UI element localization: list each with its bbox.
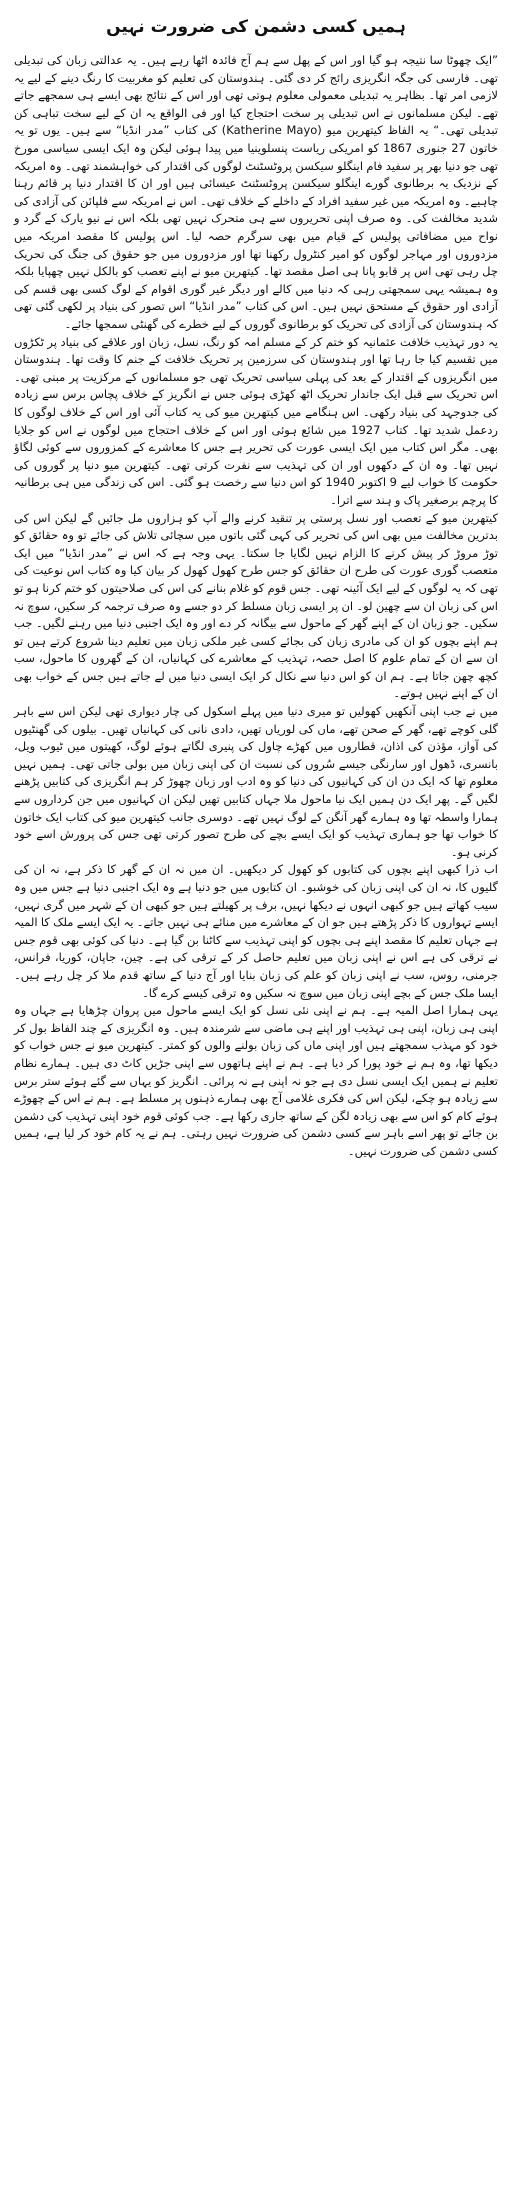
article-paragraph: کیتھرین میو کے تعصب اور نسل پرستی پر تنقید کرنے والے آپ کو ہزاروں مل جائیں گے لیکن اس کی بدترین مخالفت میں بھی اس کی تحریر کی کہی گئی باتوں میں سچائی تلاش کی جائے تو وہ حقائق کو توڑ مروڑ کر پیش کرنے کا الزام نہیں لگایا جا سکتا۔ یہی وجہ ہے کہ اس نے ”مدر انڈیا“ میں ایک متعصب گوری عورت کی طرح ان حقائق کو جس طرح کھول کھول کر بیان کیا وہ کتاب اس نوعیت کی تھی کہ یہ لوگوں کے لیے ایک آئینہ تھی۔ جس قوم کو غلام بنانے کی اس کی صلاحیتوں کو ختم کرنا ہو تو اس کی زبان ان سے چھین لو۔ ان پر ایسی زبان مسلط کر دو جسے وہ صرف ترجمہ کر سکیں، سوچ نہ سکیں۔ جو زبان ان کے اپنے گھر کے ماحول سے بیگانہ کر دے اور وہ ایک اجنبی دنیا میں رہنے لگیں۔ جب ہم اپنے بچوں کو ان کی مادری زبان کی بجائے کسی غیر ملکی زبان میں تعلیم دینا شروع کرتے ہیں تو ان سے ان کے تمام علوم کا اصل حصہ، تہذیب کے معاشرے کی کہانیاں، ان کے گھروں کا ماحول، سب کچھ چھن جاتا ہے۔ ہم ان کو اس دنیا سے نکال کر ایک ایسی دنیا میں لے جاتے ہیں جس کے خواب بھی ان کے اپنے نہیں ہوتے۔	[14, 510, 498, 701]
article-paragraph: میں نے جب اپنی آنکھیں کھولیں تو میری دنیا میں پہلے اسکول کی چار دیواری تھی لیکن اس سے باہر گلی کوچے تھے، گھر کے صحن تھے، ماں کی لوریاں تھیں، دادی نانی کی کہانیاں تھیں۔ بیلوں کی گھنٹیوں کی آواز، مؤذن کی اذان، قطاروں میں کھڑے چاول کی پنیری لگاتے ہوئے لوگ، کھیتوں میں ٹیوب ویل، بانسری، ڈھول اور سارنگی جیسے سُروں کی نسبت ان کی اپنی زبان میں بولی جاتی تھی۔ ہمیں نہیں معلوم تھا کہ ایک دن ان کی کہانیوں کی دنیا کو وہ ادب اور زبان چھوڑ کر ہم انگریزی کی کتابیں پڑھنے لگیں گے۔ پھر ایک دن ہمیں ایک نیا ماحول ملا جہاں کتابیں تھیں لیکن ان کہانیوں میں جن کرداروں سے ہمارا واسطہ تھا وہ ہمارے گھر آنگن کے لوگ نہیں تھے۔ دوسری جانب کیتھرین میو کی کتاب ایک خاتون کا خواب تھا جو ہماری تہذیب کو ایک ایسے بچے کی طرح تصور کرتی تھی جس کی پرورش اسے خود کرنی ہو۔	[14, 704, 498, 859]
article-body	[14, 52, 498, 1160]
article-paragraph: اب ذرا کبھی اپنے بچوں کی کتابوں کو کھول کر دیکھیں۔ ان میں نہ ان کے گھر کا ذکر ہے، نہ ان کی گلیوں کا، نہ ان کی اپنی زبان کی خوشبو۔ ان کتابوں میں جو دنیا ہے وہ ایک اجنبی دنیا ہے جس میں وہ سیب کھاتے ہیں جو کبھی انہوں نے دیکھا نہیں، برف پر کھیلتے ہیں جو کبھی ان کے شہر میں گری نہیں، ایسے تہواروں کا ذکر پڑھتے ہیں جو ان کے معاشرے میں منائے ہی نہیں جاتے۔ یہ ایک ایسے ملک کا المیہ ہے جہاں تعلیم کا مقصد اپنے ہی بچوں کو اپنی تہذیب سے کاٹنا بن گیا ہے۔ دنیا کی کوئی بھی قوم جس نے ترقی کی ہے اس نے اپنی زبان میں تعلیم حاصل کر کے ترقی کی ہے۔ چین، جاپان، کوریا، فرانس، جرمنی، روس، سب نے اپنی زبان کو علم کی زبان بنایا اور آج دنیا کے ساتھ قدم ملا کر چل رہے ہیں۔ ایسا ملک جس کے بچے اپنی زبان میں سوچ نہ سکیں وہ ترقی کیسے کرے گا۔	[14, 862, 498, 1000]
article-paragraph: ”ایک چھوٹا سا نتیجہ ہو گیا اور اس کے پھل سے ہم آج فائدہ اٹھا رہے ہیں۔ یہ عدالتی زبان کی تبدیلی تھی۔ فارسی کی جگہ انگریزی رائج کر دی گئی۔ ہندوستان کی تعلیم کو مغربیت کا رنگ دینے کے لیے یہ لازمی امر تھا۔ بظاہر یہ تبدیلی معمولی معلوم ہوتی تھی اور اس کے نتائج بھی ایسے ہی سمجھے جاتے تھے۔ لیکن مسلمانوں نے اس تبدیلی پر سخت احتجاج کیا اور فی الواقع یہ ان کے لیے سخت تباہی کن تبدیلی تھی۔“ یہ الفاظ کیتھرین میو (Katherine Mayo) کی کتاب ”مدر انڈیا“ سے ہیں۔ یوں تو یہ خاتون 27 جنوری 1867 کو امریکی ریاست پنسلوینیا میں پیدا ہوئی لیکن وہ ایک ایسی سیاسی مورخ تھی جو دنیا بھر پر سفید فام اینگلو سیکسن پروٹسٹنٹ لوگوں کی اقتدار کی خواہشمند تھی۔ وہ امریکہ کے نزدیک یہ برطانوی گورے اینگلو سیکسن پروٹسٹنٹ عیسائی ہیں اور ان کا اقتدار دنیا پر قائم رہنا چاہیے۔ وہ امریکہ میں غیر سفید افراد کے داخلے کے خلاف تھی۔ اس نے امریکہ سے فلپائن کی آزادی کی شدید مخالفت کی۔ وہ صرف اپنی تحریروں سے ہی متحرک نہیں تھی بلکہ اس نے نیو یارک کے گرد و نواح میں مضافاتی پولیس کے قیام میں بھی سرگرم حصہ لیا۔ اس پولیس کا مقصد امریکہ میں مزدوروں اور مہاجر لوگوں کو امیر کنٹرول رکھنا تھا اور مزدوروں میں جو حقوق کی جنگ کی تحریک چل رہی تھی اس پر قابو پانا ہی اصل مقصد تھا۔ کیتھرین میو نے اپنے تعصب کو بالکل نہیں چھپایا بلکہ وہ ہمیشہ یہی سمجھتی رہی کہ دنیا میں کالے اور دیگر غیر گوری اقوام کے لوگ کسی بھی قسم کی آزادی اور حقوق کے مستحق نہیں ہیں۔ اس کی کتاب ”مدر انڈیا“ اس تصور کی بنیاد پر لکھی گئی تھی کہ ہندوستان کی آزادی کی تحریک کو برطانوی گوروں کے لیے خطرے کی گھنٹی سمجھا جائے۔	[14, 53, 499, 331]
article-paragraph: یہ دور تہذیب خلافت عثمانیہ کو ختم کر کے مسلم امہ کو رنگ، نسل، زبان اور علاقے کی بنیاد پر ٹکڑوں میں تقسیم کیا جا رہا تھا اور ہندوستان کی سرزمین پر تحریک خلافت کے جنم کا وقت تھا۔ ہندوستان میں انگریزوں کے اقتدار کے بعد کی پہلی سیاسی تحریک تھی جو مسلمانوں کے مرکزیت پر مبنی تھی۔ اس تحریک سے قبل ایک جاندار تحریک اٹھ کھڑی ہوئی جس نے انگریز کے خلاف پچاس برس سے زیادہ کی جدوجہد کی بنیاد رکھی۔ اس ہنگامے میں کیتھرین میو کی یہ کتاب آئی اور اس کے خلاف لوگوں کا ردعمل شدید تھا۔ کتاب 1927 میں شائع ہوئی اور اس کے خلاف احتجاج میں لوگوں نے اس کو جلایا بھی۔ مگر اس کتاب میں ایک ایسی عورت کی تحریر ہے جس کا معاشرے کے کمزوروں سے کوئی لگاؤ نہیں تھا۔ وہ ان کے دکھوں اور ان کی تہذیب سے نفرت کرتی تھی۔ کیتھرین میو دنیا پر گوروں کی حکومت کا خواب لیے 9 اکتوبر 1940 کو اس دنیا سے رخصت ہو گئی۔ اس کی زندگی میں ہی برطانیہ کا پرچم برصغیر پاک و ہند سے اترا۔	[14, 334, 498, 507]
article-paragraph: یہی ہمارا اصل المیہ ہے۔ ہم نے اپنی نئی نسل کو ایک ایسے ماحول میں پروان چڑھایا ہے جہاں وہ اپنی ہی زبان، اپنی ہی تہذیب اور اپنے ہی ماضی سے شرمندہ ہیں۔ وہ انگریزی کے چند الفاظ بول کر خود کو مہذب سمجھتے ہیں اور اپنی ماں کی زبان بولنے والوں کو کمتر۔ کیتھرین میو نے جس خواب کو دیکھا تھا، وہ ہم نے خود پورا کر دیا ہے۔ ہم نے اپنے ہاتھوں سے اپنی جڑیں کاٹ دی ہیں۔ ہمارے نظام تعلیم نے ہمیں ایک ایسی نسل دی ہے جو نہ اپنی ہے نہ پرائی۔ انگریز کو یہاں سے گئے ہوئے ستر برس سے زیادہ ہو چکے، لیکن اس کی فکری غلامی آج بھی ہمارے ذہنوں پر مسلط ہے۔ ہم نے اس کے چھوڑے ہوئے کام کو اس سے بھی زیادہ لگن کے ساتھ جاری رکھا ہے۔ جب کوئی قوم خود اپنی تہذیب کی دشمن بن جائے تو پھر اسے باہر سے کسی دشمن کی ضرورت نہیں رہتی۔ ہم نے یہ کام خود کر لیا ہے، ہمیں کسی دشمن کی ضرورت نہیں۔	[14, 1003, 498, 1158]
article-headline: ہمیں کسی دشمن کی ضرورت نہیں	[106, 17, 406, 37]
